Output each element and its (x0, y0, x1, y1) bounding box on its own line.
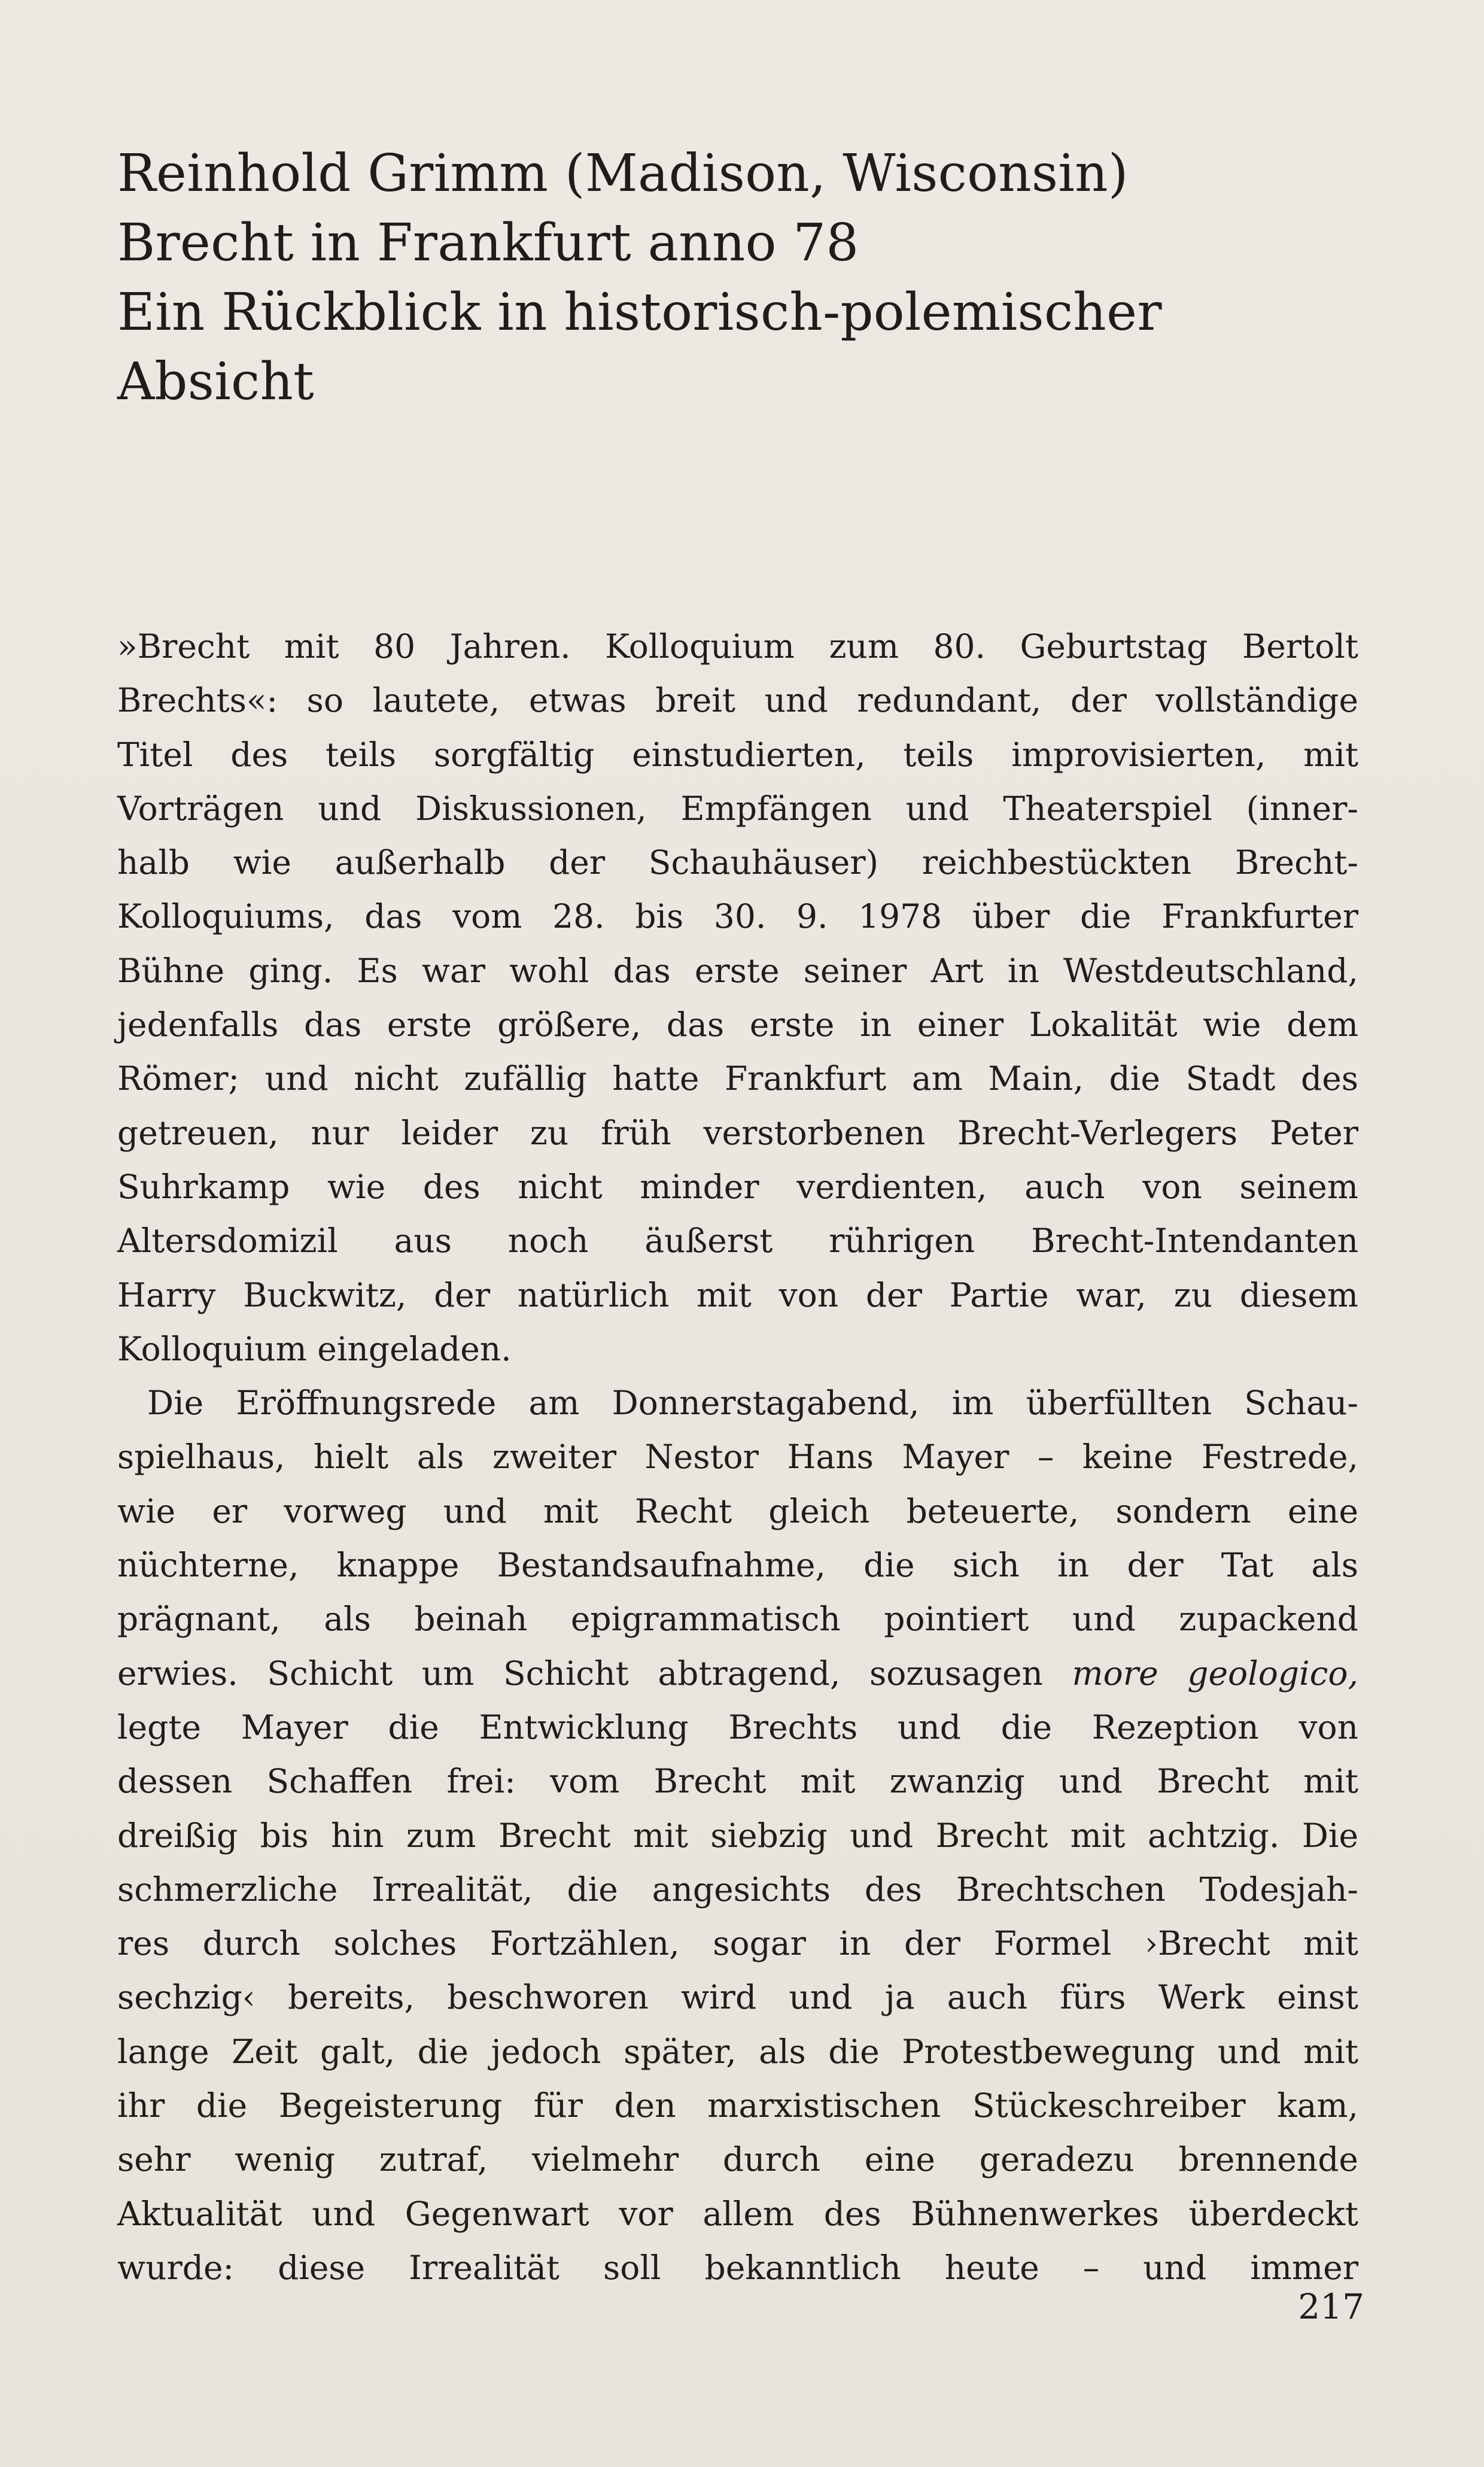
text-line: wurde: diese Irrealität soll bekanntlich heute – und immer (117, 2248, 1358, 2287)
text-line: Kolloquium eingeladen. (117, 1329, 512, 1368)
text-line: Aktualität und Gegenwart vor allem des Bühnenwerkes überdeckt (117, 2194, 1358, 2233)
text-line: Kolloquiums, das vom 28. bis 30. 9. 1978 über die Frankfurter (117, 897, 1358, 936)
text-line: Römer; und nicht zufällig hatte Frankfurt am Main, die Stadt des (117, 1059, 1358, 1098)
text-line: prägnant, als beinah epigrammatisch pointiert und zupackend (117, 1600, 1358, 1639)
paragraph-1 (117, 619, 1358, 1376)
text-line: wie er vorweg und mit Recht gleich beteuerte, sondern eine (117, 1491, 1358, 1530)
text-line: getreuen, nur leider zu früh verstorbenen Brecht-Verlegers Peter (117, 1113, 1358, 1152)
text-line: »Brecht mit 80 Jahren. Kolloquium zum 80. Geburtstag Bertolt (117, 627, 1358, 666)
text-line (117, 1646, 1358, 1700)
title-line: Brecht in Frankfurt anno 78 (117, 213, 859, 273)
italic-phrase: more geologico, (1072, 1654, 1358, 1693)
author-line: Reinhold Grimm (Madison, Wisconsin) (117, 144, 1129, 203)
text-line: ihr die Begeisterung für den marxistischen Stückeschreiber kam, (117, 2086, 1358, 2125)
text-line: schmerzliche Irrealität, die angesichts des Brechtschen Todesjah- (117, 1870, 1358, 1909)
subtitle-line: Absicht (117, 352, 315, 412)
text-line: res durch solches Fortzählen, sogar in der Formel ›Brecht mit (117, 1924, 1358, 1963)
text-line: Harry Buckwitz, der natürlich mit von der Partie war, zu diesem (117, 1275, 1358, 1314)
text-line: Titel des teils sorgfältig einstudierten, teils improvisierten, mit (117, 735, 1358, 774)
text-line: spielhaus, hielt als zweiter Nestor Hans Mayer – keine Festrede, (117, 1438, 1358, 1476)
chapter-heading (117, 139, 1374, 417)
text-line: Bühne ging. Es war wohl das erste seiner Art in Westdeutschland, (117, 951, 1358, 990)
text-line: Brechts«: so lautete, etwas breit und redundant, der vollständige (117, 681, 1358, 720)
text-line: Suhrkamp wie des nicht minder verdienten, auch von seinem (117, 1167, 1358, 1206)
text-line: lange Zeit galt, die jedoch später, als die Protestbewegung und mit (117, 2032, 1358, 2071)
text-segment: erwies. Schicht um Schicht abtragend, sozusagen (117, 1654, 1072, 1693)
text-line: nüchterne, knappe Bestandsaufnahme, die sich in der Tat als (117, 1546, 1358, 1585)
text-line: jedenfalls das erste größere, das erste in einer Lokalität wie dem (117, 1005, 1358, 1044)
text-line: Die Eröffnungsrede am Donnerstagabend, im überfüllten Schau- (147, 1384, 1358, 1423)
text-line: legte Mayer die Entwicklung Brechts und die Rezeption von (117, 1708, 1358, 1746)
text-line: halb wie außerhalb der Schauhäuser) reichbestückten Brecht- (117, 843, 1358, 882)
text-line: sechzig‹ bereits, beschworen wird und ja auch fürs Werk einst (117, 1978, 1358, 2017)
text-line: dreißig bis hin zum Brecht mit siebzig und Brecht mit achtzig. Die (117, 1816, 1358, 1855)
text-line: dessen Schaffen frei: vom Brecht mit zwanzig und Brecht mit (117, 1762, 1358, 1801)
subtitle-line: Ein Rückblick in historisch-polemischer (117, 282, 1162, 342)
text-line: Altersdomizil aus noch äußerst rührigen Brecht-Intendanten (117, 1222, 1358, 1260)
body-text (117, 619, 1358, 2295)
paragraph-2 (117, 1376, 1358, 2295)
text-line: sehr wenig zutraf, vielmehr durch eine geradezu brennende (117, 2140, 1358, 2179)
page-number: 217 (1298, 2286, 1364, 2327)
text-line: Vorträgen und Diskussionen, Empfängen und Theaterspiel (inner- (117, 789, 1358, 828)
